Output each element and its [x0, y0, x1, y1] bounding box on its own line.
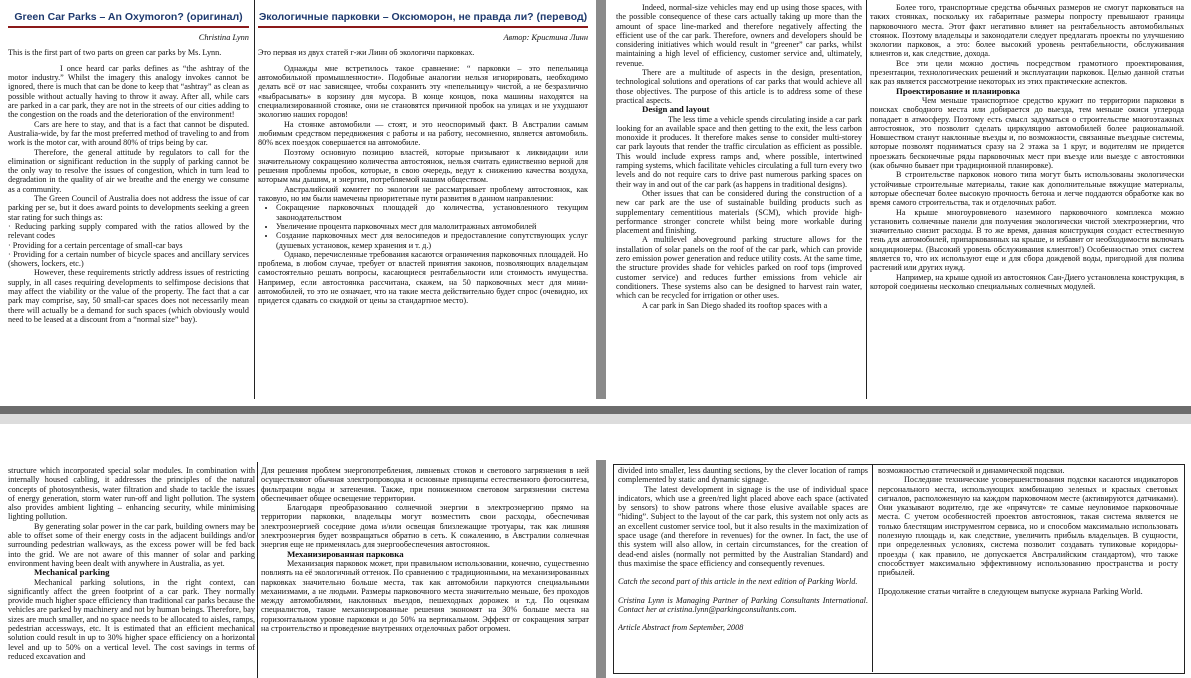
- bullet-item: · Providing for a certain percentage of small-car bays: [8, 240, 183, 250]
- paragraph: Механизация парковок может, при правильном использовании, конечно, существенно повлиять на её экологичный оттенок. По сравнению с традиционными, на механизированных парковках значительно больше места, так как автомобили паркуются специальными механизмами, а не людьми. Размеры парковочного места значительно меньше, без проходов между автомобилями, наклонных въездов, пешеходных дорожек и т.д. По оценкам специалистов, такие механизированные решения экономят на 30% больше места на горизонтальном уровне парковки и до 50% на вертикальном. Эффект от сокращения затрат на строительство и проведение внутренних отделочных работ огромен.: [261, 558, 589, 634]
- paragraph: Более того, транспортные средства обычных размеров не смогут парковаться на таких стоянках, поскольку их габаритные размеры попросту превышают границы парковочного места. Этот факт негативно влияет на рентабельность автомобильных стоянок. Поэтому владельцы и законодатели следует предлагать проекты по улучшению экологии парковок, а это: более высокий уровень рентабельности, обслуживания клиентов и, как следствие, дохода.: [870, 3, 1184, 59]
- title-en: Green Car Parks – An Oxymoron? (оригинал): [8, 0, 249, 28]
- paragraph: structure which incorporated special solar modules. In combination with internally housed cabling, it addresses the principles of the natural concepts of photosynthesis, water filtration and shade to tackle the issues of energy generation, storm water run-off and light pollution. The system also provides ambient lighting – enhancing security, while minimising lighting pollution.: [8, 466, 255, 522]
- column-en-4: [618, 462, 868, 678]
- paragraph: The latest development in signage is the use of individual space indicators, which use a green/red light placed above each space (activated by sensors) to show patrons where those elusive available spaces are “hiding”. Subject to the layout of the car park, this system not only acts as an excellent customer service tool, but it also results in the maximization of space usage (and therefore in revenues) for the owner. In fact, the use of this system will also allow, in certain circumstances, for the creation of dead-end aisles (normally not permitted by the Australian Standard) and thus maximise the space efficiency and consequently revenues.: [618, 484, 868, 568]
- article-abstract-note: Article Abstract from September, 2008: [618, 623, 744, 633]
- heading-design-ru: Проектирование и планировка: [896, 85, 1020, 96]
- column-divider: [254, 0, 255, 400]
- paragraph: Благодаря преобразованию солнечной энергии в электроэнергию прямо на территории парковки, владельцы могут возместить свои расходы, обеспечивая электроэнергией соседние дома и/или освещая близлежащие тротуары, так как лишняя электроэнергия будет возвращаться обратно в сеть. К сожалению, в Австралии солнечная энергия еще не применялась для энергообеспечения автостоянок.: [261, 503, 589, 550]
- author-en: Christina Lynn: [198, 33, 249, 43]
- paragraph: A multilevel aboveground parking structure allows for the installation of solar panels on the roof of the car park, which can provide zero emission power generation and reduce utility costs. At the same time, the structure provides shade for vehicles parked on roof tops (improved customer service) and reduces further emissions from vehicle air conditioners. These systems also can be designed to harvest rain water, which can be recycled for irrigation or other uses.: [616, 235, 862, 301]
- intro-ru: Это первая из двух статей г-жи Линн об экологичн парковках.: [258, 47, 475, 57]
- paragraph: Все эти цели можно достичь посредством грамотного проектирования, презентации, технологических решений и эксплуатации парковок. Целью данной статьи как раз является рассмотрение некоторых из этих практические аспектов.: [870, 58, 1184, 87]
- paragraph: Mechanical parking solutions, in the right context, can significantly affect the green footprint of a car park. They normally provide much higher space efficiency than traditional car parks because the vehicles are parked by machinery and not by human beings. Therefore, bay sizes are much smaller, and no space needs to be allocated to aisles, ramps, pedestrian accessways, etc. It is estimated that an efficient mechanical solution could result in up to 30% higher space efficiency on a horizontal level and up to 50% on a vertical level. The cost savings in terms of reduced excavation and: [8, 577, 255, 661]
- paragraph: I once heard car parks defines as “the ashtray of the motor industry.” Whilst the imagery this analogy invokes cannot be ignored, there is much that can be done to keep that “ashtray” as clean as possible without actually having to throw it away. After all, while cars are parked in a car park, they are not in the streets of our cities adding to the congestion on the roads and the deterioration of the environment!: [8, 63, 249, 120]
- paragraph: Однако, перечисленные требования касаются ограничения парковочных площадей. Но проблема, в любом случае, требует от властей принятия законов, позволяющих владельцам самостоятельно решать вопросы, касающиеся рентабельности или стоимость имущества. Например, если автостоянка рассчитана, скажем, на 50 парковочных мест для мини-автомобилей, то это не означает, что на такие места действительно будет спрос (очевидно, их придется сдавать со скидкой от цены за стандартное место).: [258, 249, 588, 306]
- page-3: [0, 462, 596, 678]
- heading-mech-en: Mechanical parking: [34, 567, 110, 578]
- paragraph: divided into smaller, less daunting sections, by the clever location of ramps complemented by static and dynamic signage.: [618, 466, 868, 485]
- heading-mech-ru: Механизированная парковка: [287, 548, 404, 559]
- paragraph: A car park in San Diego shaded its rooftop spaces with a: [642, 300, 828, 310]
- paragraph: The less time a vehicle spends circulating inside a car park looking for an available space and then getting to the exit, the less carbon monoxide it produces. It therefore makes sense to consider multi-storey car park layouts that render the traffic circulation as efficient as possible. This would include express ramps and, where possible, intertwined ramping systems, which facilitate vehicles circulating a full turn every two levels and do not require cars to drive past numerous parking spaces on their way in and out of the car park (as happens in traditional designs).: [616, 114, 862, 189]
- column-en-3: [8, 462, 255, 678]
- column-ru-3: [261, 462, 589, 678]
- separator-dark: [0, 406, 1191, 414]
- paragraph: By generating solar power in the car park, building owners may be able to offset some of their energy costs in the adjacent buildings and/or surrounding pedestrian walkways, as the excess power will be fed back into the grid. We are not aware of this manner of solar and parking environment having been dealt with anywhere in Australia, as yet.: [8, 521, 255, 568]
- paragraph: The Green Council of Australia does not address the issue of car parking per se, but it does award points to developments seeking a green star rating for such things as:: [8, 194, 249, 222]
- bullet-item: · Providing for a certain number of bicycle spaces and ancillary services (showers, lockers, etc.): [8, 249, 249, 269]
- paragraph: Чем меньше транспортное средство кружит по территории парковки в поисках свободного места или добирается до выезда, тем меньше окиси углерода попадает в атмосферу. Поэтому есть смысл задуматься о строительстве многоэтажных автостоянок, это позволит сделать циркуляцию автомобилей более рациональной. Новшеством станут наклонные въезды и, по возможности, связанные въездные системы, которые позволят подниматься сразу на 2 этажа за 1 круг, и водителям не придется проезжать бесконечные ряды парковочных мест при въезде или выезде с автостоянки (как обычно бывает при традиционной планировке).: [870, 95, 1184, 171]
- column-divider: [866, 0, 867, 400]
- bullet-item: · Reducing parking supply compared with the ratios allowed by the relevant codes: [8, 221, 249, 241]
- column-ru-2: [870, 0, 1184, 400]
- column-en-1: [8, 0, 249, 400]
- paragraph: Австралийский комитет по экологии не рассматривает проблему автостоянок, как таковую, но им были намечены приоритетные пути развития в данном направлении:: [258, 184, 588, 204]
- intro-en: This is the first part of two parts on green car parks by Ms. Lynn.: [8, 47, 222, 57]
- paragraph: Other issues that can be considered during the construction of a new car park are the use of sustainable building products such as supplementary cementitious materials (SCM), which provide high-performance stronger concrete whilst being more workable during placement and finishing.: [616, 188, 862, 236]
- bullet-item: • Сокращение парковочных площадей до количества, установленного текущим законодательством: [276, 203, 588, 222]
- page-2: [606, 0, 1191, 400]
- paragraph: В строительстве парковок нового типа могут быть использованы экологически устойчивые строительные материалы, такие как дополнительные вяжущие материалы, которые обеспечат более высокую прочность бетона и легче поддаются обработке как во время самого строительства, так и отделочных работ.: [870, 170, 1184, 208]
- paragraph: Для решения проблем энергопотребления, ливневых стоков и светового загрязнения в ней осуществляют обычная электропроводка и основные принципы естественного фотосинтеза, фильтрации воды и затенения. Также, при пониженном световом загрязнении система обеспечивает общее освещение территории.: [261, 466, 589, 503]
- paragraph: На стоянке автомобили — стоят, и это неоспоримый факт. В Австралии самым любимым средством передвижения с работы и на работу, несомненно, является автомобиль. 80% всех поездок совершается на автомобиле.: [258, 119, 588, 148]
- bullet-item: • Создание парковочных мест для велосипедов и предоставление сопутствующих услуг (душевых установок, кемер хранения и т. д.): [276, 231, 588, 250]
- column-divider: [872, 464, 873, 672]
- page-gutter-bottom: [596, 462, 606, 678]
- column-ru-1: [258, 0, 588, 400]
- paragraph: На крыше многоуровневого наземного парковочного комплекса можно установить солнечные панели для получения экологически чистой электроэнергии, что значительно снизит расходы. В то же время, данная конструкция создаст естественную тень для автомобилей, припаркованных на крыше, и избавит от необходимости включать кондиционеры. (Высокий уровень обслуживания клиентов!) Особенностью этих систем является то, что их используют еще и для сбора дождевой воды, пригодной для полива растений или других нужд.: [870, 207, 1184, 273]
- page-4: [606, 462, 1191, 678]
- paragraph: Например, на крыше одной из автостоянок Сан-Диего установлена конструкция, в которой соединены несколько специальных солнечных модулей.: [870, 272, 1184, 291]
- bullet-list: [258, 203, 588, 249]
- paragraph: However, these requirements strictly address issues of restricting supply, in all cases requiring developments to selfimpose decisions that may affect the viability or the value of the property. The fact that a car park may comprise, say, 50 small-car spaces does not necessarily mean there will actually be a demand for such spaces (which obviously would need to be leased at a discount from a “normal size” bay).: [8, 268, 249, 324]
- paragraph: Therefore, the general attitude by regulators to call for the elimination or significant reduction in the supply of parking cannot be the only way to resolve the issues of congestion, which in turn lead to degradation in the quality of air we breathe and the energy we consume as a community.: [8, 147, 249, 194]
- page-separator: [0, 399, 1191, 460]
- catch-note-ru: Продолжение статьи читайте в следующем выпуске журнала Parking World.: [878, 586, 1143, 596]
- column-divider: [257, 462, 258, 678]
- heading-design-en: Design and layout: [642, 104, 710, 115]
- paragraph: Однажды мне встретилось такое сравнение: “ парковки – это пепельница автомобильной промышленности». Подобные аналогии нельзя игнорировать, необходимо делать всё от нас зависящее, чтобы сохранить эту «пепельницу» чистой, а не безразлично «выбрасывать» в корзину для мусора. В конце концов, пока машины находятся на специализированной стоянке, они не становятся причиной пробок на улицах и не ухудшают экологию наших городов!: [258, 63, 588, 120]
- bullet-item: • Увеличение процента парковочных мест для малолитражных автомобилей: [276, 222, 588, 231]
- paragraph: возможностью статической и динамической подсвки.: [878, 466, 1065, 475]
- paragraph: Cars are here to stay, and that is a fact that cannot be disputed. Australia-wide, by far the most preferred method of traveling to and from work is the motor car, with around 80% of trips being by car.: [8, 119, 249, 148]
- page-1: [0, 0, 596, 400]
- catch-note-en: Catch the second part of this article in the next edition of Parking World.: [618, 577, 858, 587]
- paragraph: Последние технические усовершенствования подсвки касаются индикаторов персонального места, использующих комбинацию зеленых и красных световых сигналов, расположенную на каждом парковочном месте (активируются датчиками). Они указывают водителю, где же «прячутся» те самые неуловимое парковочные места. С учетом особенностей проектов автостоянок, такая система является не только блестящим инструментом сервиса, но и способом максимально использовать полезную площадь и, как следствие, увеличить прибыль владельцев. В сущности, при определенных условиях, система позволит создавать тупиковые коридоры-проезды ( как правило, не допускается Австралийским стандартом), что также способствует максимально эффективному использованию пространства и росту прибылей.: [878, 475, 1178, 578]
- author-ru: Автор: Кристина Линн: [503, 33, 588, 43]
- column-en-2: [616, 0, 862, 400]
- title-ru: Экологичные парковки – Оксюморон, не правда ли? (перевод): [258, 0, 588, 28]
- separator-light: [0, 414, 1191, 424]
- paragraph: Поэтому основную позицию властей, которые призывают к ликвидации или значительному сокращению количества автостоянок, нельзя считать единственно верной для решения проблемы пробок, которые, в свою очередь, ведут к снижению качества воздуха, которым мы дышим, и энергии, потребляемой нашим обществом.: [258, 147, 588, 185]
- paragraph: Indeed, normal-size vehicles may end up using those spaces, with the possible consequence of these cars actually taking up more than the amount of space line-marked and therefore negatively affecting the efficient use of the car park. Therefore, owners and developers should be considering initiatives which would result in “greener” car parks, whilst maintaining a high level of efficiency, customer service and, ultimately, revenue.: [616, 3, 862, 68]
- column-ru-4: [878, 462, 1178, 678]
- author-bio-en: Cristina Lynn is Managing Partner of Parking Consultants International. Contact her at cristina.lynn@parkingconsultants.com.: [618, 595, 868, 614]
- paragraph: There are a multitude of aspects in the design, presentation, technological solutions and operations of car parks that would achieve all those objectives. The purpose of this article is to address some of these practical aspects.: [616, 68, 862, 105]
